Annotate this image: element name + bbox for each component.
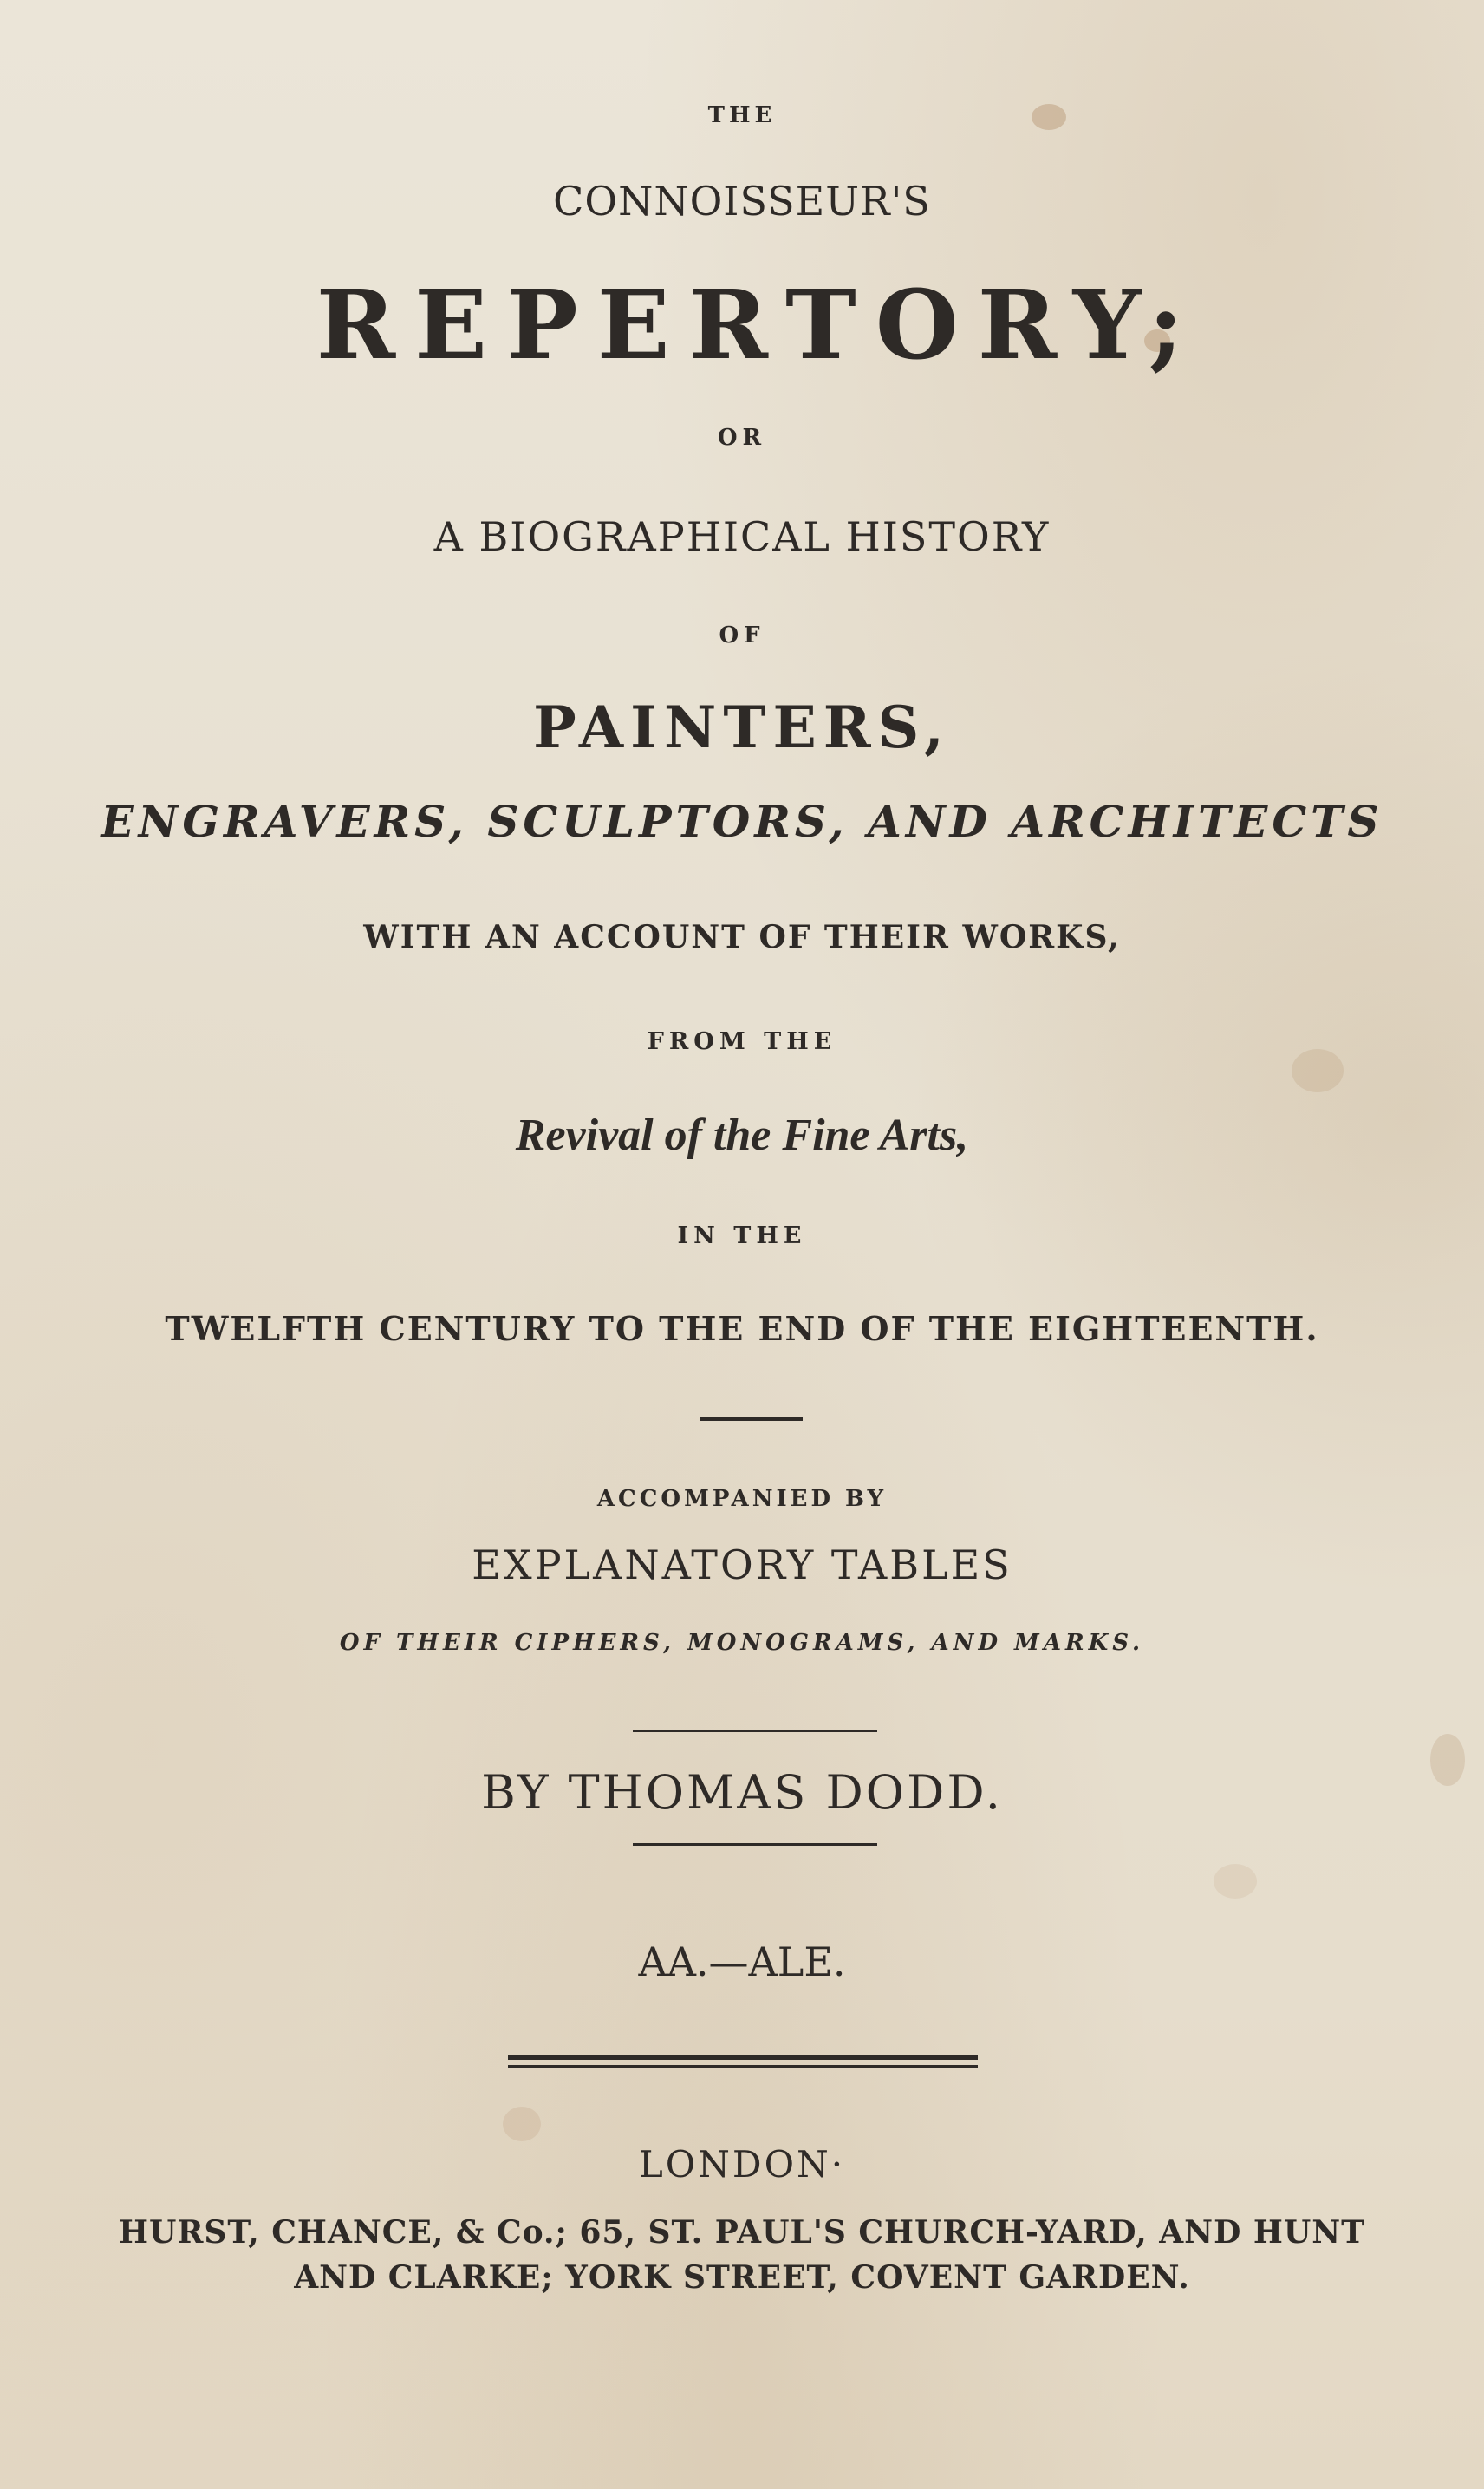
- painters-heading: PAINTERS,: [533, 694, 951, 761]
- account-line: WITH AN ACCOUNT OF THEIR WORKS,: [363, 919, 1121, 955]
- from-the-connector: FROM THE: [647, 1028, 837, 1055]
- engravers-heading: ENGRAVERS, SCULPTORS, AND ARCHITECTS: [101, 796, 1383, 847]
- short-rule: [700, 1417, 803, 1421]
- biographical-history-heading: A BIOGRAPHICAL HISTORY: [433, 513, 1051, 560]
- revival-heading: Revival of the Fine Arts,: [515, 1111, 969, 1160]
- explanatory-tables-heading: EXPLANATORY TABLES: [472, 1541, 1012, 1588]
- publisher-line-2: AND CLARKE; YORK STREET, COVENT GARDEN.: [294, 2259, 1190, 2296]
- connoisseurs-heading: CONNOISSEUR'S: [553, 178, 931, 225]
- in-the-connector: IN THE: [677, 1222, 807, 1249]
- century-line: TWELFTH CENTURY TO THE END OF THE EIGHTEENTH.: [165, 1309, 1319, 1348]
- accompanied-by-line: ACCOMPANIED BY: [596, 1486, 888, 1512]
- ciphers-line: OF THEIR CIPHERS, MONOGRAMS, AND MARKS.: [339, 1630, 1145, 1656]
- rule-below-author: [633, 1843, 877, 1846]
- rule-above-author: [633, 1730, 877, 1732]
- foxing-spot: [1292, 1049, 1344, 1092]
- foxing-spot: [503, 2107, 541, 2141]
- publisher-line-1: HURST, CHANCE, & Co.; 65, ST. PAUL'S CHURCH-YARD, AND HUNT: [119, 2214, 1365, 2251]
- thick-rule: [508, 2055, 978, 2060]
- foxing-spot: [1214, 1864, 1257, 1899]
- imprint-place: LONDON·: [638, 2143, 846, 2186]
- volume-range: AA.—ALE.: [638, 1938, 846, 1985]
- or-connector: OR: [717, 425, 767, 451]
- author-byline: BY THOMAS DODD.: [481, 1765, 1003, 1820]
- the-heading: THE: [707, 102, 777, 128]
- repertory-title: REPERTORY;: [316, 269, 1203, 381]
- of-connector: OF: [719, 622, 765, 648]
- thin-rule: [508, 2065, 978, 2068]
